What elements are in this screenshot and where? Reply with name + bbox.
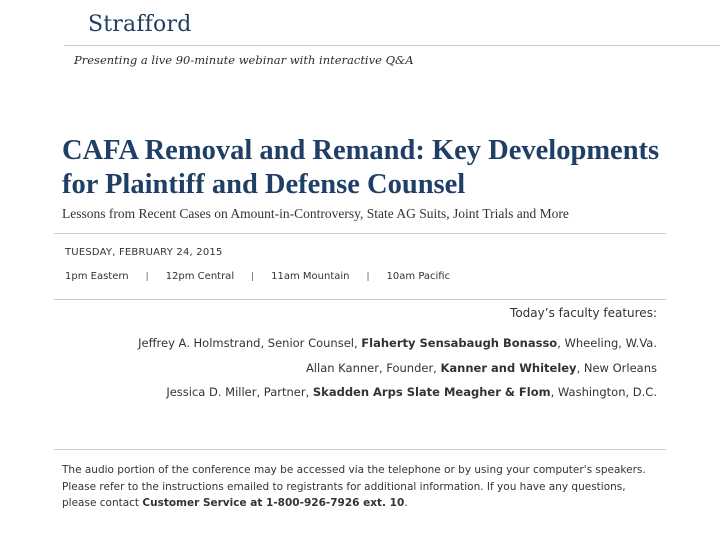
time-eastern: 1pm Eastern — [65, 271, 129, 282]
divider — [54, 449, 666, 450]
faculty-location: , Washington, D.C. — [550, 385, 657, 399]
webinar-times — [65, 271, 450, 282]
footer-end: . — [404, 497, 408, 509]
divider — [54, 233, 666, 234]
faculty-member — [138, 361, 657, 386]
page-title — [62, 134, 702, 202]
faculty-location: , Wheeling, W.Va. — [557, 336, 657, 350]
faculty-firm: Skadden Arps Slate Meagher & Flom — [312, 385, 551, 399]
page-subtitle: Lessons from Recent Cases on Amount-in-Controversy, State AG Suits, Joint Trials and More — [62, 206, 569, 221]
strafford-logo: Strafford — [88, 12, 192, 37]
faculty-member — [138, 385, 657, 410]
time-separator: | — [145, 271, 149, 282]
faculty-location: , New Orleans — [576, 360, 657, 375]
footer-text: The audio portion of the conference may be accessed via the telephone or by using your computer's speakers. Please refer to the instructions emailed to registrants for additional information. If you have any questions, please contact — [62, 464, 646, 509]
header-divider — [64, 45, 720, 46]
audio-instructions — [62, 462, 662, 512]
faculty-name: Jeffrey A. Holmstrand, Senior Counsel, — [138, 336, 362, 350]
title-line-2: for Plaintiff and Defense Counsel — [62, 169, 466, 200]
faculty-firm: Flaherty Sensabaugh Bonasso — [361, 336, 558, 350]
time-pacific: 10am Pacific — [386, 271, 451, 282]
faculty-member — [138, 336, 657, 361]
time-separator: | — [366, 271, 370, 282]
title-line-1: CAFA Removal and Remand: Key Developments — [62, 135, 660, 166]
faculty-heading: Today’s faculty features: — [510, 306, 657, 320]
divider — [54, 299, 666, 300]
webinar-tagline: Presenting a live 90-minute webinar with interactive Q&A — [74, 53, 414, 67]
webinar-date: TUESDAY, FEBRUARY 24, 2015 — [65, 247, 223, 258]
customer-service-contact: Customer Service at 1-800-926-7926 ext. 10 — [142, 497, 405, 509]
time-central: 12pm Central — [165, 271, 235, 282]
time-mountain: 11am Mountain — [271, 271, 350, 282]
faculty-name: Allan Kanner, Founder, — [305, 360, 441, 375]
time-separator: | — [251, 271, 255, 282]
faculty-firm: Kanner and Whiteley — [440, 360, 577, 375]
faculty-name: Jessica D. Miller, Partner, — [166, 385, 313, 399]
faculty-list — [138, 336, 657, 410]
